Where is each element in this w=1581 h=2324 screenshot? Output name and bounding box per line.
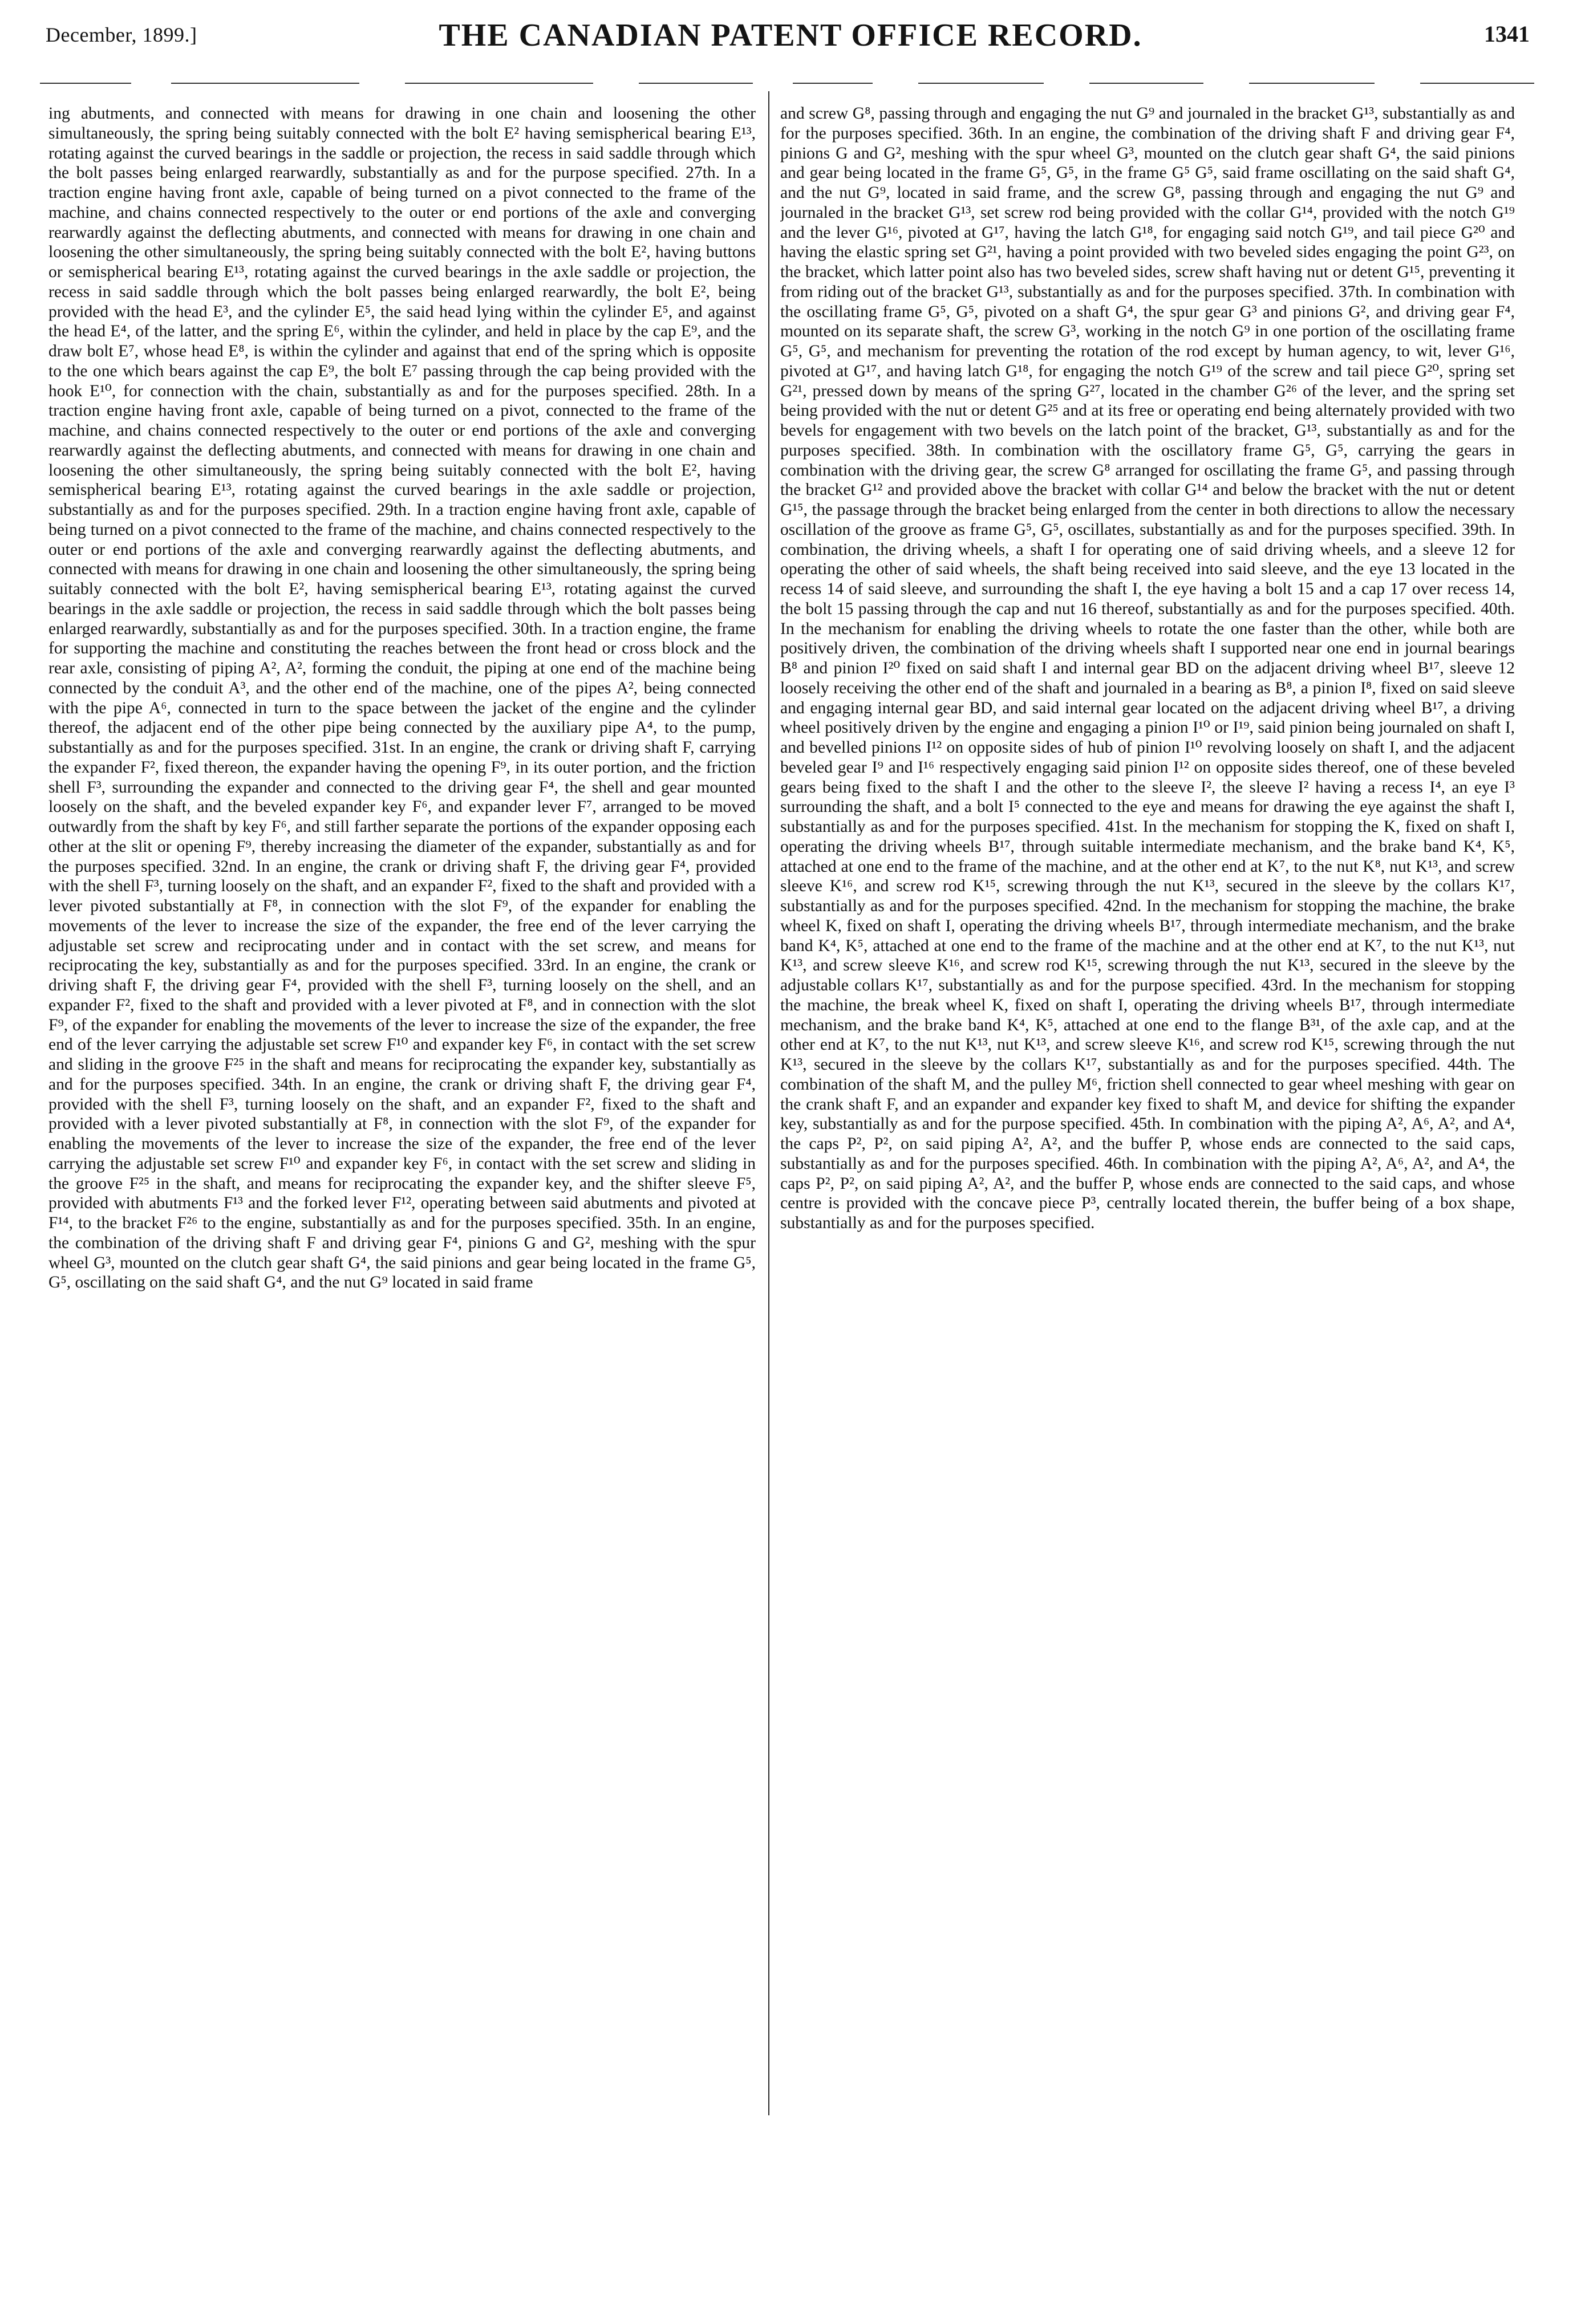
page-header: [0, 10, 1581, 62]
journal-title: THE CANADIAN PATENT OFFICE RECORD.: [439, 18, 1142, 53]
rule-segment: [639, 83, 753, 84]
rule-segment: [40, 83, 131, 84]
rule-segment: [405, 83, 593, 84]
rule-segment: [171, 83, 359, 84]
left-column: [48, 104, 756, 2270]
rule-segment: [918, 83, 1044, 84]
right-column: [780, 104, 1515, 2270]
rule-segment: [1089, 83, 1203, 84]
rule-segment: [1420, 83, 1534, 84]
column-divider: [768, 91, 769, 2115]
page-number: 1341: [1484, 21, 1530, 47]
right-column-text: and screw G⁸, passing through and engaging the nut G⁹ and journaled in the bracket G¹³, substantially as and for the purposes specified. 36th. In an engine, the combination of the driving shaft F and driving gear F⁴, pinions G and G², meshing with the spur wheel G³, mounted on the clutch gear shaft G⁴, the said pinions and gear being located in the frame G⁵, G⁵, in the frame G⁵ G⁵, said frame oscillating on the said shaft G⁴, and the nut G⁹, located in said frame, and the screw G⁸, passing through and engaging the nut G⁹ and journaled in the bracket G¹³, set screw rod being provided with the collar G¹⁴, provided with the notch G¹⁹ and the lever G¹⁶, pivoted at G¹⁷, having the latch G¹⁸, for engaging said notch G¹⁹, and tail piece G²⁰ and having the elastic spring set G²¹, having a point provided with two beveled sides engaging the point G²³, on the bracket, which latter point also has two beveled sides, screw shaft having nut or detent G¹⁵, preventing it from riding out of the bracket G¹³, substantially as and for the purposes specified. 37th. In combination with the oscillating frame G⁵, G⁵, pivoted on a shaft G⁴, the spur gear G³ and pinions G², and driving gear F⁴, mounted on its separate shaft, the screw G³, working in the notch G⁹ in one portion of the oscillating frame G⁵, G⁵, and mechanism for preventing the rotation of the rod except by human agency, to wit, lever G¹⁶, pivoted at G¹⁷, and having latch G¹⁸, for engaging the notch G¹⁹ of the screw and tail piece G²⁰, spring set G²¹, pressed down by means of the spring G²⁷, located in the chamber G²⁶ of the lever, and the spring set being provided with the nut or detent G²⁵ and at its free or operating end being alternately provided with two bevels for engagement with two bevels on the latch point of the bracket, G¹³, substantially as and for the purposes specified. 38th. In combination with the oscillatory frame G⁵, G⁵, carrying the gears in combination with the driving gear, the screw G⁸ arranged for oscillating the frame G⁵, and passing through the bracket G¹² and provided above the bracket with collar G¹⁴ and below the bracket with the nut or detent G¹⁵, the passage through the bracket being enlarged from the center in both directions to allow the necessary oscillation of the groove as frame G⁵, G⁵, oscillates, substantially as and for the purposes specified. 39th. In combination, the driving wheels, a shaft I for operating one of said driving wheels, and a sleeve 12 for operating the other of said wheels, the shaft being received into said sleeve, and the eye 13 located in the recess 14 of said sleeve, and surrounding the shaft I, the eye having a bolt 15 and a cap 17 over recess 14, the bolt 15 passing through the cap and nut 16 thereof, substantially as and for the purposes specified. 40th. In the mechanism for enabling the driving wheels to rotate the one faster than the other, while both are positively driven, the combination of the driving wheels shaft I supported near one end in journal bearings B⁸ and pinion I²⁰ fixed on said shaft I and internal gear BD on the adjacent driving wheel B¹⁷, sleeve 12 loosely receiving the other end of the shaft and journaled in a bearing as B⁸, a pinion I⁸, fixed on said sleeve and engaging internal gear BD, and said internal gear located on the adjacent driving wheel B¹⁷, a driving wheel positively driven by the engine and engaging a pinion I¹⁰ or I¹⁹, said pinion being journaled on shaft I, and bevelled pinions I¹² on opposite sides of hub of pinion I¹⁰ revolving loosely on shaft I, and the adjacent beveled gear I⁹ and I¹⁶ respectively engaging said pinion I¹² on opposite sides thereof, one of these beveled gears being fixed to the shaft I and the other to the sleeve I², the sleeve I² having a recess I⁴, an eye I³ surrounding the shaft, and a bolt I⁵ connected to the eye and means for drawing the eye against the shaft I, substantially as and for the purposes specified. 41st. In the mechanism for stopping the K, fixed on shaft I, operating the driving wheels B¹⁷, through suitable intermediate mechanism, and the brake band K⁴, K⁵, attached at one end to the frame of the machine, and at the other end at K⁷, to the nut K⁸, nut K¹³, and screw sleeve K¹⁶, and screw rod K¹⁵, screwing through the nut K¹³, secured in the sleeve by the collars K¹⁷, substantially as and for the purposes specified. 42nd. In the mechanism for stopping the machine, the brake wheel K, fixed on shaft I, operating the driving wheels B¹⁷, through intermediate mechanism, and the brake band K⁴, K⁵, attached at one end to the frame of the machine and at the other end at K⁷, to the nut K¹³, nut K¹³, and screw sleeve K¹⁶, and screw rod K¹⁵, screwing through the nut K¹³, secured in the sleeve by the adjustable collars K¹⁷, substantially as and for the purpose specified. 43rd. In the mechanism for stopping the machine, the break wheel K, fixed on shaft I, operating the driving wheels B¹⁷, through intermediate mechanism, and the brake band K⁴, K⁵, attached at one end to the flange B³¹, of the axle cap, and at the other end at K⁷, to the nut K¹³, nut K¹³, and screw sleeve K¹⁶, and screw rod K¹⁵, screwing through the nut K¹³, secured in the sleeve by the collars K¹⁷, substantially as and for the purposes specified. 44th. The combination of the shaft M, and the pulley M⁶, friction shell connected to gear wheel meshing with gear on the crank shaft F, and an expander and expander key fixed to shaft M, and device for shifting the expander key, substantially as and for the purpose specified. 45th. In combination with the piping A², A⁶, A², and A⁴, the caps P², P², on said piping A², A², and the buffer P, whose ends are connected to the said caps, substantially as and for the purposes specified. 46th. In combination with the piping A², A⁶, A², and A⁴, the caps P², P², on said piping A², A², and the buffer P, whose ends are connected to the said caps, and whose centre is provided with the concave piece P³, centrally located therein, the buffer being of a box shape, substantially as and for the purposes specified.: [780, 104, 1515, 1232]
issue-date: December, 1899.]: [46, 23, 197, 46]
left-column-text: ing abutments, and connected with means for drawing in one chain and loosening the other simultaneously, the spring being suitably connected with the bolt E² having semispherical bearing E¹³, rotating against the curved bearings in the saddle or projection, the recess in said saddle through which the bolt passes being enlarged rearwardly, substantially as and for the purpose specified. 27th. In a traction engine having front axle, capable of being turned on a pivot connected to the frame of the machine, and chains connected respectively to the outer or end portions of the axle and converging rearwardly against the deflecting abutments, and connected with means for drawing in one chain and loosening the other simultaneously, the spring being suitably connected with the bolt E², having buttons or semispherical bearing E¹³, rotating against the curved bearings in the axle saddle or projection, the recess in said saddle through which the bolt passes being enlarged rearwardly, the bolt E², being provided with the head E³, and the cylinder E⁵, the said head lying within the cylinder E⁵, and against the head E⁴, of the latter, and the spring E⁶, within the cylinder, and held in place by the cap E⁹, and the draw bolt E⁷, whose head E⁸, is within the cylinder and against that end of the spring which is opposite to the one which bears against the cap E⁹, the bolt E⁷ passing through the cap being provided with the hook E¹⁰, for connection with the chain, substantially as and for the purposes specified. 28th. In a traction engine having front axle, capable of being turned on a pivot, connected to the frame of the machine, and chains connected respectively to the outer or end portions of the axle and converging rearwardly against the deflecting abutments, and connected with means for drawing in one chain and loosening the other simultaneously, the spring being suitably connected with the bolt E², having semispherical bearing E¹³, rotating against the curved bearings in the axle saddle or projection, substantially as and for the purposes specified. 29th. In a traction engine having front axle, capable of being turned on a pivot connected to the frame of the machine, and chains connected respectively to the outer or end portions of the axle and converging rearwardly against the deflecting abutments, and connected with means for drawing in one chain and loosening the other simultaneously, the spring being suitably connected with the bolt E², having semispherical bearing E¹³, rotating against the curved bearings in the axle saddle or projection, the recess in said saddle through which the bolt passes being enlarged rearwardly, substantially as and for the purposes specified. 30th. In a traction engine, the frame for supporting the machine and constituting the reaches between the front head or cross block and the rear axle, consisting of piping A², A², forming the conduit, the piping at one end of the machine being connected by the conduit A³, and the other end of the machine, one of the pipes A², being connected with the pipe A⁶, connected in turn to the space between the jacket of the engine and the cylinder thereof, the adjacent end of the other pipe being connected by the auxiliary pipe A⁴, to the pump, substantially as and for the purposes specified. 31st. In an engine, the crank or driving shaft F, carrying the expander F², fixed thereon, the expander having the opening F⁹, in its outer portion, and the friction shell F³, surrounding the expander and connected to the driving gear F⁴, the shell and gear mounted loosely on the shaft, and the beveled expander key F⁶, and expander lever F⁷, arranged to be moved outwardly from the shaft by key F⁶, and still farther separate the portions of the expander opposing each other at the slit or opening F⁹, thereby increasing the diameter of the expander, substantially as and for the purposes specified. 32nd. In an engine, the crank or driving shaft F, the driving gear F⁴, provided with the shell F³, turning loosely on the shaft, and an expander F², fixed to the shaft and provided with a lever pivoted substantially at F⁸, in connection with the slot F⁹, of the expander for enabling the movements of the lever to increase the size of the expander, the free end of the lever carrying the adjustable set screw and reciprocating under and in contact with the set screw, and means for reciprocating the key, substantially as and for the purposes specified. 33rd. In an engine, the crank or driving shaft F, the driving gear F⁴, provided with the shell F³, turning loosely on the shell, and an expander F², fixed to the shaft and provided with a lever pivoted at F⁸, and in connection with the slot F⁹, of the expander for enabling the movements of the lever to increase the size of the expander, the free end of the lever carrying the adjustable set screw F¹⁰ and expander key F⁶, in contact with the set screw and sliding in the groove F²⁵ in the shaft and means for reciprocating the expander key, substantially as and for the purposes specified. 34th. In an engine, the crank or driving shaft F, the driving gear F⁴, provided with the shell F³, turning loosely on the shaft, and an expander F², fixed to the shaft and provided with a lever pivoted substantially at F⁸, in connection with the slot F⁹, of the expander for enabling the movements of the lever to increase the size of the expander, the free end of the lever carrying the adjustable set screw F¹⁰ and expander key F⁶, in contact with the set screw and sliding in the groove F²⁵ in the shaft, and means for reciprocating the expander key, and the shifter sleeve F⁵, provided with abutments F¹³ and the forked lever F¹², operating between said abutments and pivoted at F¹⁴, to the bracket F²⁶ to the engine, substantially as and for the purposes specified. 35th. In an engine, the combination of the driving shaft F and driving gear F⁴, pinions G and G², meshing with the spur wheel G³, mounted on the clutch gear shaft G⁴, the said pinions and gear being located in the frame G⁵, G⁵, oscillating on the said shaft G⁴, and the nut G⁹ located in said frame: [48, 104, 756, 1292]
rule-segment: [1249, 83, 1375, 84]
rule-segment: [793, 83, 873, 84]
